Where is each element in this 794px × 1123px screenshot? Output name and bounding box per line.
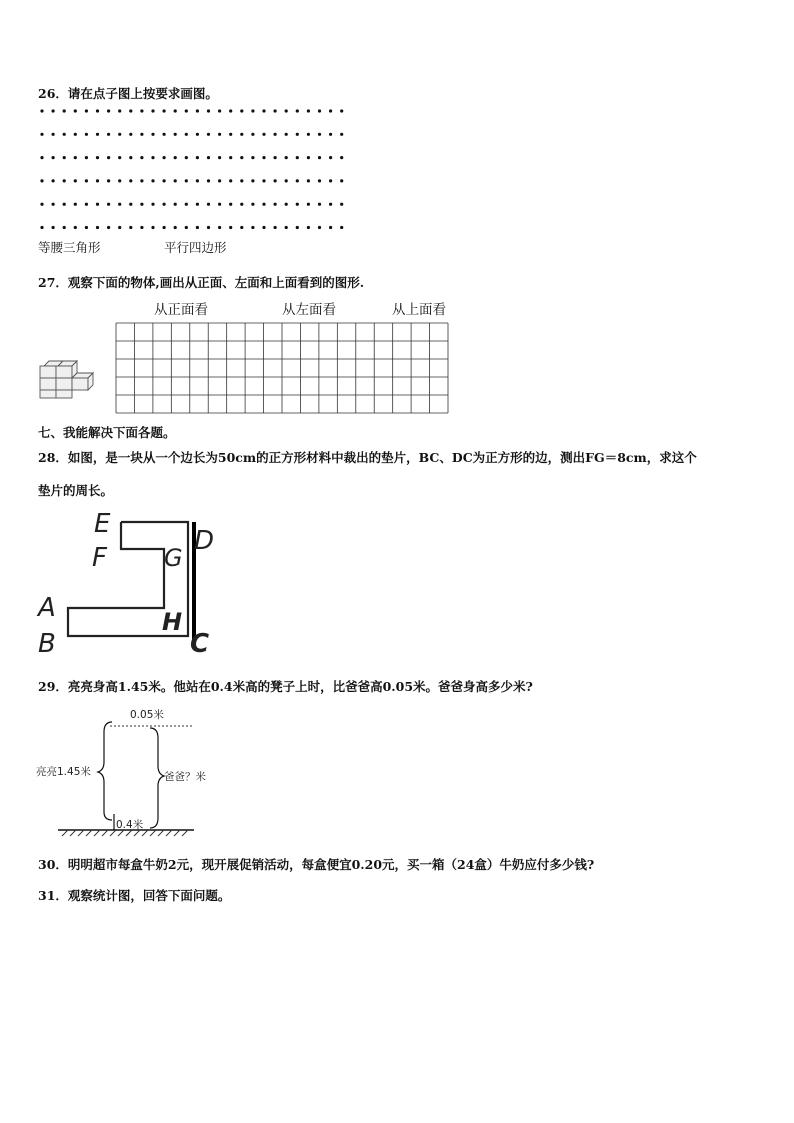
grid-dot — [285, 156, 288, 159]
grid-dot — [196, 133, 199, 136]
grid-dot — [340, 179, 343, 182]
grid-dot — [107, 156, 110, 159]
grid-dot — [318, 179, 321, 182]
grid-dot — [318, 156, 321, 159]
grid-dot — [52, 109, 55, 112]
grid-dot — [229, 133, 232, 136]
grid-dot — [329, 109, 332, 112]
grid-dot — [52, 203, 55, 206]
grid-dot — [74, 109, 77, 112]
grid-dot — [240, 179, 243, 182]
grid-dot — [296, 133, 299, 136]
question-28-line1: 28．如图，是一块从一个边长为50cm的正方形材料中裁出的垫片，BC、DC为正方形的边，测出FG＝8cm，求这个 — [38, 450, 697, 465]
grid-dot — [174, 226, 177, 229]
grid-dot — [229, 156, 232, 159]
grid-dot — [118, 179, 121, 182]
grid-dot — [340, 133, 343, 136]
fig-label-top: 0.05米 — [130, 709, 164, 721]
point-b-label: B — [38, 629, 56, 659]
grid-dot — [240, 226, 243, 229]
grid-dot — [151, 133, 154, 136]
grid-dot — [318, 203, 321, 206]
grid-dot — [140, 156, 143, 159]
question-27: 27．观察下面的物体,画出从正面、左面和上面看到的图形. — [38, 275, 365, 290]
grid-dot — [129, 133, 132, 136]
grid-dot — [307, 156, 310, 159]
grid-dot — [307, 179, 310, 182]
grid-dot — [118, 133, 121, 136]
question-29: 29．亮亮身高1.45米。他站在0.4米高的凳子上时，比爸爸高0.05米。爸爸身高多少米? — [38, 679, 533, 694]
grid-dot — [40, 109, 43, 112]
grid-dot — [151, 109, 154, 112]
grid-dot — [163, 109, 166, 112]
grid-dot — [129, 226, 132, 229]
grid-dot — [229, 203, 232, 206]
grid-dot — [52, 133, 55, 136]
grid-dot — [274, 203, 277, 206]
view-top-label: 从上面看 — [392, 302, 446, 318]
grid-dot — [107, 133, 110, 136]
grid-dot — [107, 226, 110, 229]
question-28-line2: 垫片的周长。 — [38, 483, 114, 498]
grid-dot — [196, 109, 199, 112]
grid-dot — [129, 179, 132, 182]
grid-dot — [285, 203, 288, 206]
grid-dot — [185, 109, 188, 112]
grid-dot — [63, 203, 66, 206]
grid-dot — [140, 133, 143, 136]
grid-dot — [85, 156, 88, 159]
grid-dot — [251, 156, 254, 159]
cube-stack-figure — [36, 360, 94, 400]
grid-dot — [96, 133, 99, 136]
grid-dot — [63, 133, 66, 136]
grid-dot — [163, 226, 166, 229]
grid-dot — [107, 203, 110, 206]
grid-dot — [52, 226, 55, 229]
grid-dot — [40, 133, 43, 136]
grid-dot — [274, 156, 277, 159]
grid-dot — [251, 109, 254, 112]
grid-dot — [262, 109, 265, 112]
grid-dot — [296, 226, 299, 229]
grid-dot — [218, 179, 221, 182]
fig-label-stool: 0.4米 — [116, 819, 144, 831]
section-seven-heading: 七、我能解决下面各题。 — [38, 425, 176, 440]
grid-dot — [140, 203, 143, 206]
grid-dot — [207, 226, 210, 229]
grid-dot — [218, 156, 221, 159]
grid-dot — [63, 226, 66, 229]
fig-label-dad: 爸爸？米 — [164, 771, 206, 783]
grid-dot — [129, 203, 132, 206]
grid-dot — [129, 156, 132, 159]
grid-dot — [185, 203, 188, 206]
point-f-label: F — [92, 543, 107, 573]
view-front-label: 从正面看 — [154, 302, 208, 318]
grid-dot — [274, 226, 277, 229]
grid-dot — [96, 226, 99, 229]
grid-dot — [196, 226, 199, 229]
grid-dot — [296, 156, 299, 159]
drawing-grid — [114, 321, 450, 415]
grid-dot — [52, 156, 55, 159]
grid-dot — [240, 109, 243, 112]
grid-dot — [262, 226, 265, 229]
grid-dot — [40, 179, 43, 182]
grid-dot — [163, 156, 166, 159]
dot-grid — [36, 103, 356, 233]
grid-dot — [218, 203, 221, 206]
point-c-label: C — [190, 629, 210, 659]
grid-dot — [218, 109, 221, 112]
grid-dot — [329, 133, 332, 136]
gasket-figure — [34, 504, 224, 660]
grid-dot — [174, 133, 177, 136]
grid-dot — [262, 203, 265, 206]
grid-dot — [163, 133, 166, 136]
grid-dot — [274, 109, 277, 112]
grid-dot — [274, 179, 277, 182]
grid-dot — [174, 179, 177, 182]
grid-dot — [118, 203, 121, 206]
grid-dot — [151, 203, 154, 206]
grid-dot — [196, 156, 199, 159]
grid-dot — [218, 133, 221, 136]
grid-dot — [96, 203, 99, 206]
grid-dot — [140, 109, 143, 112]
grid-dot — [174, 109, 177, 112]
question-30: 30．明明超市每盒牛奶2元，现开展促销活动，每盒便宜0.20元，买一箱（24盒）牛奶应付多少钱? — [38, 857, 595, 872]
grid-dot — [262, 179, 265, 182]
grid-dot — [74, 203, 77, 206]
point-h-label: H — [162, 608, 183, 636]
grid-dot — [329, 179, 332, 182]
grid-dot — [63, 109, 66, 112]
grid-dot — [285, 226, 288, 229]
label-parallelogram: 平行四边形 — [164, 240, 227, 255]
grid-dot — [251, 133, 254, 136]
view-left-label: 从左面看 — [282, 302, 336, 318]
grid-dot — [229, 179, 232, 182]
grid-dot — [329, 156, 332, 159]
grid-dot — [251, 226, 254, 229]
grid-dot — [129, 109, 132, 112]
grid-dot — [340, 203, 343, 206]
grid-dot — [285, 109, 288, 112]
grid-dot — [40, 156, 43, 159]
grid-dot — [107, 179, 110, 182]
grid-dot — [340, 109, 343, 112]
grid-dot — [262, 133, 265, 136]
grid-dot — [318, 109, 321, 112]
grid-dot — [85, 133, 88, 136]
label-isosceles-triangle: 等腰三角形 — [38, 240, 101, 255]
grid-dot — [285, 133, 288, 136]
grid-dot — [251, 203, 254, 206]
grid-dot — [262, 156, 265, 159]
grid-dot — [96, 179, 99, 182]
grid-dot — [296, 179, 299, 182]
grid-dot — [296, 109, 299, 112]
grid-dot — [74, 156, 77, 159]
grid-dot — [40, 203, 43, 206]
grid-dot — [240, 133, 243, 136]
grid-dot — [185, 133, 188, 136]
point-d-label: D — [194, 526, 215, 556]
grid-dot — [52, 179, 55, 182]
grid-dot — [307, 133, 310, 136]
grid-dot — [85, 226, 88, 229]
height-diagram — [34, 704, 214, 840]
grid-dot — [85, 203, 88, 206]
grid-dot — [274, 133, 277, 136]
grid-dot — [185, 179, 188, 182]
grid-dot — [174, 156, 177, 159]
grid-dot — [140, 226, 143, 229]
grid-dot — [296, 203, 299, 206]
grid-dot — [85, 109, 88, 112]
grid-dot — [251, 179, 254, 182]
grid-dot — [218, 226, 221, 229]
grid-dot — [240, 203, 243, 206]
grid-dot — [307, 109, 310, 112]
grid-dot — [74, 133, 77, 136]
grid-dot — [118, 109, 121, 112]
grid-dot — [85, 179, 88, 182]
grid-dot — [63, 156, 66, 159]
grid-dot — [174, 203, 177, 206]
grid-dot — [240, 156, 243, 159]
grid-dot — [96, 156, 99, 159]
grid-dot — [151, 226, 154, 229]
grid-dot — [185, 156, 188, 159]
grid-dot — [196, 179, 199, 182]
grid-dot — [307, 203, 310, 206]
point-g-label: G — [164, 544, 183, 572]
question-31: 31．观察统计图，回答下面问题。 — [38, 888, 231, 903]
fig-label-liangliang: 亮亮1.45米 — [36, 766, 91, 778]
grid-dot — [40, 226, 43, 229]
grid-dot — [229, 109, 232, 112]
grid-dot — [207, 156, 210, 159]
grid-dot — [151, 179, 154, 182]
grid-dot — [96, 109, 99, 112]
grid-dot — [329, 203, 332, 206]
grid-dot — [229, 226, 232, 229]
grid-dot — [74, 179, 77, 182]
grid-dot — [340, 226, 343, 229]
dad-brace — [150, 728, 164, 828]
point-a-label: A — [38, 593, 56, 623]
grid-dot — [63, 179, 66, 182]
grid-dot — [318, 226, 321, 229]
grid-dot — [207, 179, 210, 182]
grid-dot — [163, 203, 166, 206]
grid-dot — [329, 226, 332, 229]
grid-dot — [185, 226, 188, 229]
grid-dot — [285, 179, 288, 182]
question-26: 26．请在点子图上按要求画图。 — [38, 86, 218, 101]
grid-dot — [118, 156, 121, 159]
grid-dot — [318, 133, 321, 136]
grid-dot — [163, 179, 166, 182]
grid-dot — [196, 203, 199, 206]
grid-dot — [107, 109, 110, 112]
grid-dot — [207, 109, 210, 112]
point-e-label: E — [94, 509, 111, 539]
grid-dot — [74, 226, 77, 229]
grid-dot — [207, 203, 210, 206]
liangliang-brace — [98, 722, 112, 820]
grid-dot — [140, 179, 143, 182]
grid-dot — [340, 156, 343, 159]
grid-dot — [207, 133, 210, 136]
grid-dot — [118, 226, 121, 229]
grid-dot — [151, 156, 154, 159]
grid-dot — [307, 226, 310, 229]
